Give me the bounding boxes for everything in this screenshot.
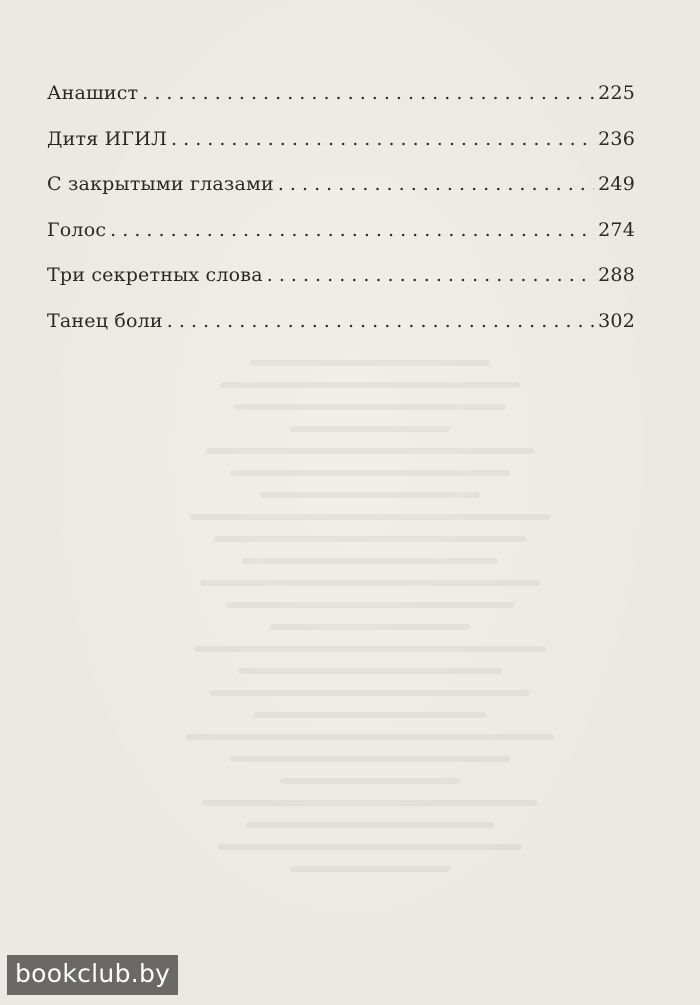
toc-entry-title: Анашист	[47, 82, 139, 104]
toc-entry-title: С закрытыми глазами	[47, 173, 274, 195]
toc-entry[interactable]	[47, 264, 635, 310]
bleed-through-text	[170, 360, 570, 960]
site-watermark: bookclub.by	[7, 955, 178, 995]
toc-entry-page-number: 274	[598, 218, 635, 241]
toc-entry-page-number: 249	[598, 173, 635, 195]
toc-entry[interactable]	[47, 173, 635, 219]
table-of-contents	[47, 82, 635, 355]
toc-entry-page-number: 225	[598, 82, 635, 104]
dot-leader	[167, 310, 594, 332]
toc-entry-page-number: 302	[598, 309, 635, 332]
toc-entry-page-number: 236	[598, 127, 635, 150]
toc-entry[interactable]	[47, 219, 635, 265]
toc-entry-page-number: 288	[598, 264, 635, 286]
dot-leader	[278, 173, 594, 195]
dot-leader	[142, 82, 594, 104]
toc-entry-title: Три секретных слова	[47, 264, 263, 286]
toc-entry-title: Танец боли	[47, 309, 163, 332]
toc-entry-title: Голос	[47, 218, 107, 241]
dot-leader	[110, 219, 594, 241]
toc-entry[interactable]	[47, 82, 635, 128]
dot-leader	[267, 264, 594, 286]
toc-entry-title: Дитя ИГИЛ	[47, 127, 168, 150]
toc-entry[interactable]	[47, 128, 635, 174]
toc-entry[interactable]	[47, 310, 635, 356]
dot-leader	[171, 128, 594, 150]
